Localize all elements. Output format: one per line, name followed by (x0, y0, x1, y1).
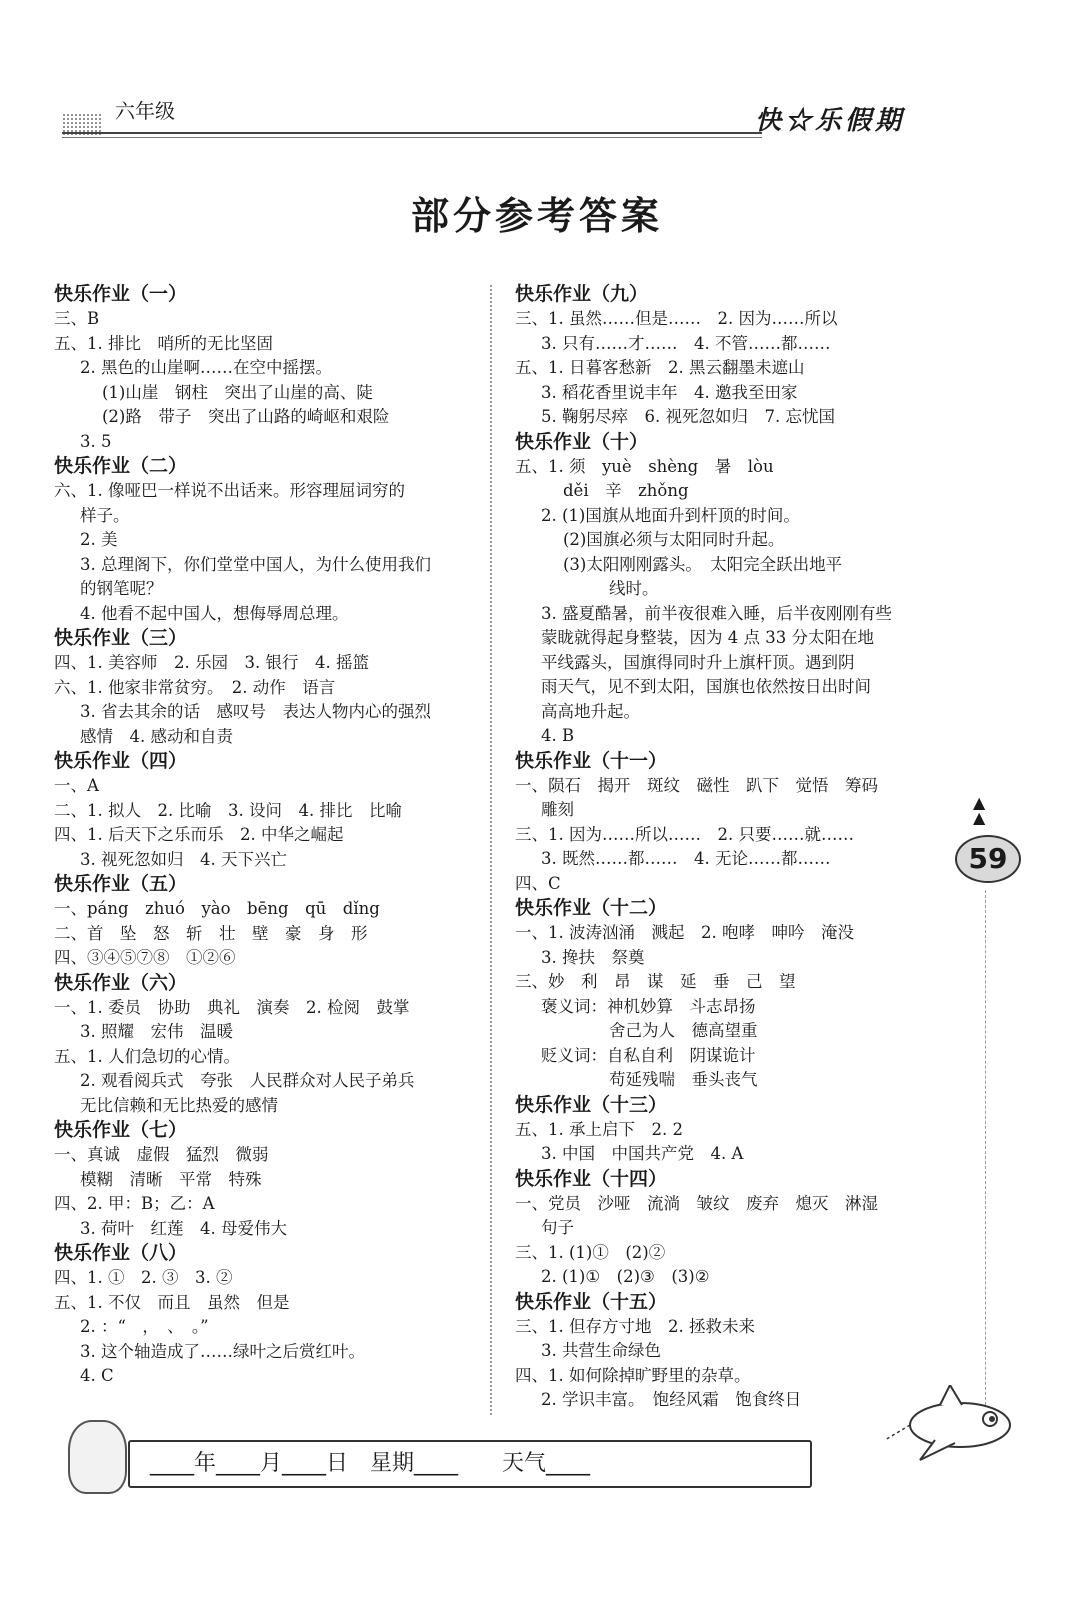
section-heading: 快乐作业（十一） (515, 749, 668, 772)
answer-line: 四、③④⑤⑦⑧ ①②⑥ (54, 948, 236, 967)
answer-line: 五、1. 日暮客愁新 2. 黑云翻墨未遮山 (515, 358, 805, 377)
answer-line: 六、1. 他家非常贫穷。 2. 动作 语言 (54, 677, 336, 697)
answer-line: 四、1. 如何除掉旷野里的杂草。 (515, 1365, 751, 1385)
answer-line: 模糊 清晰 平常 特殊 (80, 1169, 262, 1189)
answer-line: 3. 中国 中国共产党 4. A (541, 1144, 744, 1163)
answer-line: 3. 荷叶 红莲 4. 母爱伟大 (80, 1218, 287, 1238)
section-heading: 快乐作业（三） (54, 627, 188, 649)
answer-line: 2. (1)① (2)③ (3)② (541, 1267, 710, 1286)
answer-line: 贬义词：自私自利 阴谋诡计 (541, 1045, 756, 1065)
section-heading: 快乐作业（九） (515, 283, 649, 305)
brand-logo: 快☆乐假期 (755, 106, 906, 136)
date-weather-line: ____年____月____日 星期____ 天气____ (150, 1451, 591, 1476)
answer-line: 四、2. 甲：B；乙：A (54, 1194, 215, 1213)
answer-line: 一、党员 沙哑 流淌 皱纹 废弃 熄灭 淋湿 (515, 1193, 878, 1213)
answer-line: 五、1. 人们急切的心情。 (54, 1046, 240, 1066)
answer-line: 2. 观看阅兵式 夸张 人民群众对人民子弟兵 (80, 1071, 415, 1090)
left-answer-column (54, 282, 479, 1389)
section-heading: 快乐作业（七） (54, 1119, 188, 1141)
answer-line: 一、1. 委员 协助 典礼 演奏 2. 检阅 鼓掌 (54, 997, 410, 1017)
answer-line: 4. C (80, 1366, 114, 1385)
answer-line: 3. 既然……都…… 4. 无论……都…… (541, 849, 831, 868)
answer-line: 五、1. 不仅 而且 虽然 但是 (54, 1292, 290, 1312)
answer-line: 四、1. ① 2. ③ 3. ② (54, 1268, 233, 1287)
answer-line: (2)路 带子 突出了山路的崎岖和艰险 (102, 407, 390, 426)
answer-line: děi 辛 zhǒng (563, 481, 689, 500)
answer-line: 3. 搀扶 祭奠 (541, 947, 645, 967)
answer-line: 四、C (515, 873, 561, 893)
answer-line: 雨天气，见不到太阳，国旗也依然按日出时间 (541, 677, 871, 696)
answer-line: 四、1. 美容师 2. 乐园 3. 银行 4. 摇篮 (54, 653, 369, 672)
date-weather-box (128, 1440, 812, 1488)
answer-line: 三、妙 利 昂 谋 延 垂 己 望 (515, 972, 796, 991)
answer-line: 3. 5 (80, 431, 112, 451)
answer-line: 二、1. 拟人 2. 比喻 3. 设问 4. 排比 比喻 (54, 800, 402, 820)
answer-line: 3. 总理阁下，你们堂堂中国人，为什么使用我们 (80, 554, 431, 574)
side-dashed-rule (985, 890, 986, 1440)
answer-line: 三、1. (1)① (2)② (515, 1242, 666, 1262)
answer-line: 三、1. 但存方寸地 2. 拯救未来 (515, 1316, 755, 1336)
section-heading: 快乐作业（五） (54, 873, 188, 895)
answer-line: 苟延残喘 垂头丧气 (609, 1070, 758, 1089)
answer-line: 一、1. 波涛汹涌 溅起 2. 咆哮 呻吟 淹没 (515, 923, 854, 942)
answer-line: 5. 鞠躬尽瘁 6. 视死忽如归 7. 忘忧国 (541, 407, 835, 426)
section-heading: 快乐作业（十二） (515, 897, 668, 919)
answer-line: 六、1. 像哑巴一样说不出话来。形容理屈词穷的 (54, 481, 405, 500)
cartoon-plane-icon (880, 1385, 1020, 1465)
answer-line: 二、首 坠 怒 斩 壮 壁 豪 身 形 (54, 923, 368, 943)
answer-line: 一、陨石 揭开 斑纹 磁性 趴下 觉悟 筹码 (515, 775, 878, 795)
section-heading: 快乐作业（八） (54, 1242, 188, 1264)
section-heading: 快乐作业（十五） (515, 1290, 668, 1313)
answer-line: 蒙眬就得起身整装，因为 4 点 33 分太阳在地 (541, 628, 874, 647)
mascot-illustration-icon (68, 1420, 127, 1494)
answer-line: 舍己为人 德高望重 (609, 1021, 758, 1040)
answer-line: 3. 稻花香里说丰年 4. 邀我至田家 (541, 382, 798, 402)
answer-line: 一、A (54, 776, 99, 795)
answer-line: 2. 美 (80, 530, 118, 549)
section-heading: 快乐作业（六） (54, 971, 188, 994)
answer-line: 三、1. 因为……所以…… 2. 只要……就…… (515, 824, 854, 844)
right-answer-column (515, 282, 935, 1413)
answer-line: 3. 共营生命绿色 (541, 1341, 661, 1360)
header-rule (62, 132, 762, 134)
section-heading: 快乐作业（一） (54, 283, 188, 305)
section-heading: 快乐作业（四） (54, 750, 188, 772)
section-heading: 快乐作业（十四） (515, 1167, 668, 1190)
answer-line: 的钢笔呢？ (80, 579, 163, 598)
answer-line: 一、真诚 虚假 猛烈 微弱 (54, 1145, 269, 1164)
up-arrows-icon: ▲ ▲ (973, 793, 986, 827)
answer-line: 4. 他看不起中国人，想侮辱周总理。 (80, 603, 349, 623)
page-title: 部分参考答案 (410, 194, 663, 238)
answer-line: 褒义词：神机妙算 斗志昂扬 (541, 996, 756, 1016)
answer-line: 3. 照耀 宏伟 温暖 (80, 1022, 233, 1041)
answer-line: 五、1. 排比 哨所的无比坚固 (54, 333, 273, 353)
answer-line: 高高地升起。 (541, 701, 640, 721)
answer-line: 样子。 (80, 505, 130, 525)
answer-line: 三、B (54, 309, 100, 328)
section-heading: 快乐作业（二） (54, 455, 188, 477)
answer-line: 3. 盛夏酷暑，前半夜很难入睡，后半夜刚刚有些 (541, 603, 892, 623)
answer-line: 2. 黑色的山崖啊……在空中摇摆。 (80, 358, 332, 377)
answer-line: 3. 视死忽如归 4. 天下兴亡 (80, 849, 287, 869)
answer-line: 4. B (541, 726, 575, 745)
column-divider (490, 285, 492, 1415)
grade-label: 六年级 (115, 99, 175, 123)
answer-line: 句子 (541, 1218, 574, 1237)
answer-line: 感情 4. 感动和自责 (80, 726, 233, 746)
answer-line: 平线露头，国旗得同时升上旗杆顶。遇到阴 (541, 652, 855, 672)
header-rule-thin (62, 137, 762, 138)
answer-line: 线时。 (609, 579, 659, 598)
answer-line: 3. 这个轴造成了……绿叶之后赏红叶。 (80, 1341, 365, 1361)
section-heading: 快乐作业（十） (515, 430, 649, 453)
answer-line: 2. (1)国旗从地面升到杆顶的时间。 (541, 505, 800, 525)
page-number-badge: 59 (955, 835, 1021, 883)
answer-line: 3. 只有……才…… 4. 不管……都…… (541, 333, 831, 353)
answer-line: (1)山崖 钢柱 突出了山崖的高、陡 (102, 382, 373, 402)
answer-line: 3. 省去其余的话 感叹号 表达人物内心的强烈 (80, 702, 431, 721)
answer-line: (2)国旗必须与太阳同时升起。 (563, 530, 785, 549)
answer-line: 2. 学识丰富。 饱经风霜 饱食终日 (541, 1390, 802, 1409)
answer-line: 五、1. 须 yuè shèng 暑 lòu (515, 456, 774, 476)
answer-line: 一、páng zhuó yào bēng qū dǐng (54, 899, 380, 918)
answer-line: 五、1. 承上启下 2. 2 (515, 1119, 683, 1139)
answer-line: (3)太阳刚刚露头。 太阳完全跃出地平 (563, 554, 843, 574)
section-heading: 快乐作业（十三） (515, 1093, 668, 1116)
answer-line: 三、1. 虽然……但是…… 2. 因为……所以 (515, 309, 838, 328)
answer-line: 雕刻 (541, 800, 574, 819)
answer-line: 四、1. 后天下之乐而乐 2. 中华之崛起 (54, 825, 344, 844)
answer-line: 无比信赖和无比热爱的感情 (80, 1095, 278, 1115)
answer-line: 2. ：“ ， 、 。” (80, 1317, 209, 1336)
